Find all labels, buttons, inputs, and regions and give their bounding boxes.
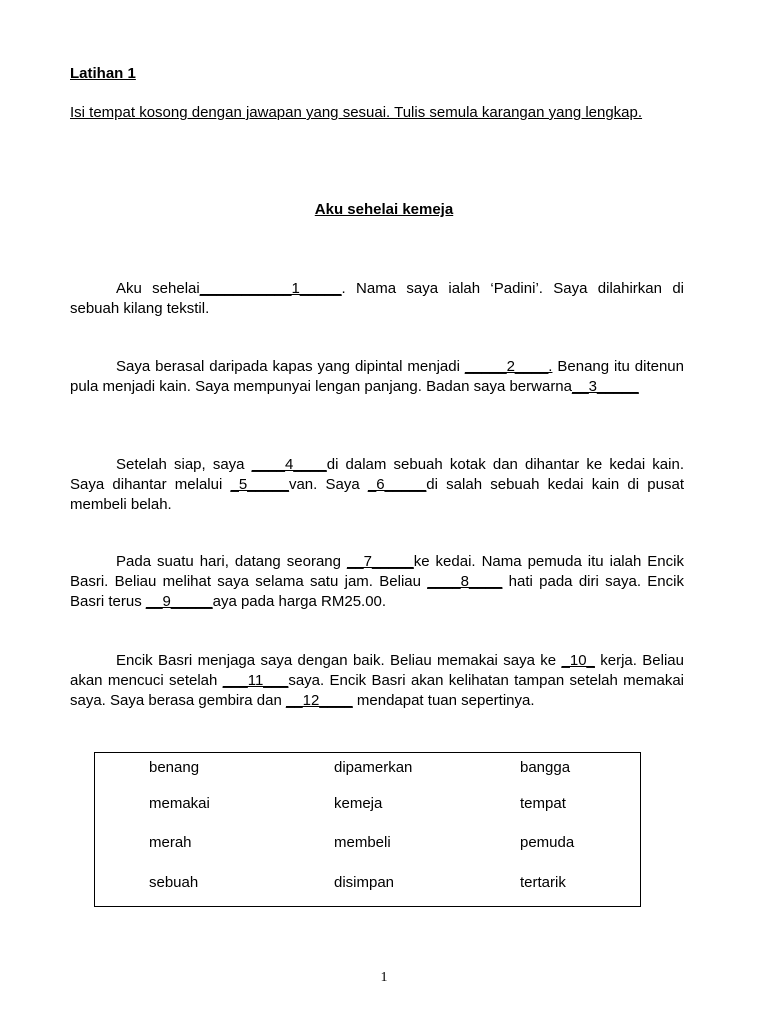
paragraph-4 <box>70 552 684 612</box>
word-bank-item: benang <box>149 759 200 776</box>
paragraph-1-text-1: . Nama saya ialah ‘Padini’. Saya dilahirkan di sebuah kilang tekstil. <box>70 280 684 317</box>
story-title: Aku sehelai kemeja <box>314 201 454 218</box>
paragraph-1 <box>70 279 684 319</box>
paragraph-4-text-1: ke kedai. Nama pemuda itu ialah Encik Basri. Beliau melihat saya selama satu jam. Beliau <box>70 553 684 590</box>
paragraph-5-text-0: Encik Basri menjaga saya dengan baik. Beliau memakai saya ke <box>116 652 562 669</box>
paragraph-2-text-0: Saya berasal daripada kapas yang dipintal menjadi <box>116 358 465 375</box>
paragraph-2 <box>70 357 684 397</box>
page-title: Latihan 1 <box>70 65 136 82</box>
word-bank-item: merah <box>149 834 192 851</box>
blank-3: __3_____ <box>572 378 639 395</box>
paragraph-4-text-3: aya pada harga RM25.00. <box>212 593 387 610</box>
blank-4: ____4____ <box>251 456 327 473</box>
word-bank-item: dipamerkan <box>334 759 413 776</box>
word-bank-item: memakai <box>149 795 210 812</box>
blank-7: __7_____ <box>346 553 414 570</box>
paragraph-5-text-1: kerja. Beliau akan mencuci setelah <box>70 652 684 689</box>
paragraph-5 <box>70 651 684 711</box>
paragraph-4-text-0: Pada suatu hari, datang seorang <box>116 553 347 570</box>
paragraph-3 <box>70 455 684 515</box>
word-bank-box <box>94 752 641 907</box>
word-bank-item: kemeja <box>334 795 383 812</box>
word-bank-item: membeli <box>334 834 391 851</box>
paragraph-4-text-2: hati pada diri saya. Encik Basri terus <box>70 573 684 610</box>
paragraph-2-text-1: Benang itu ditenun pula menjadi kain. Saya mempunyai lengan panjang. Badan saya berwarna <box>70 358 684 395</box>
blank-9: __9_____ <box>145 593 213 610</box>
paragraph-3-text-3: di salah sebuah kedai kain di pusat membeli belah. <box>70 476 684 513</box>
blank-10: _10_ <box>561 652 595 669</box>
word-bank-item: disimpan <box>334 874 395 891</box>
paragraph-3-text-0: Setelah siap, saya <box>116 456 252 473</box>
blank-8: ____8____ <box>427 573 503 590</box>
word-bank-item: tempat <box>520 795 566 812</box>
instruction-text: Isi tempat kosong dengan jawapan yang sesuai. Tulis semula karangan yang lengkap. <box>70 104 643 121</box>
word-bank-item: tertarik <box>520 874 566 891</box>
paragraph-5-text-2: saya. Encik Basri akan kelihatan tampan setelah memakai saya. Saya berasa gembira dan <box>70 672 684 709</box>
word-bank-item: pemuda <box>520 834 575 851</box>
blank-11: ___11___ <box>222 672 289 689</box>
page-number: 1 <box>380 970 388 985</box>
word-bank-item: bangga <box>520 759 571 776</box>
blank-2: _____2____. <box>464 358 553 375</box>
word-bank-item: sebuah <box>149 874 199 891</box>
paragraph-3-text-1: di dalam sebuah kotak dan dihantar ke kedai kain. Saya dihantar melalui <box>70 456 684 493</box>
blank-1: ___________1_____ <box>199 280 342 297</box>
blank-6: _6_____ <box>367 476 427 493</box>
paragraph-5-text-3: mendapat tuan sepertinya. <box>352 692 535 709</box>
paragraph-1-text-0: Aku sehelai <box>116 280 200 297</box>
blank-5: _5_____ <box>230 476 289 493</box>
blank-12: __12____ <box>285 692 353 709</box>
paragraph-3-text-2: van. Saya <box>288 476 368 493</box>
